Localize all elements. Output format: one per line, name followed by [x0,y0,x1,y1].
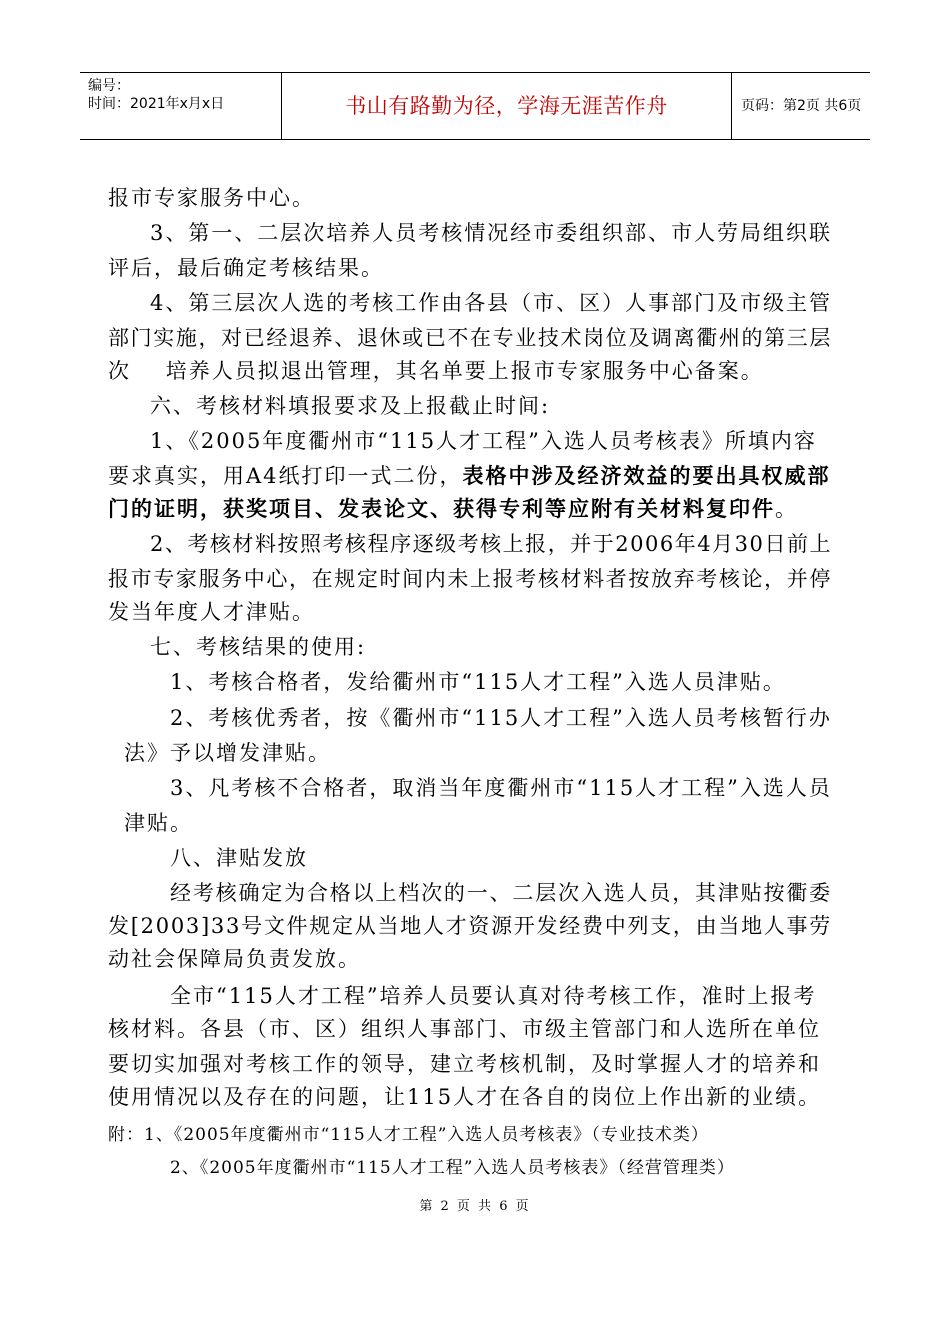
text-segment: 要求真实，用A4纸打印一式二份， [108,464,463,488]
text-line: 发[2003]33号文件规定从当地人才资源开发经费中列支，由当地人事劳 [108,914,832,938]
text-line: 3、第一、二层次培养人员考核情况经市委组织部、市人劳局组织联 [150,221,832,245]
text-line: 部门实施，对已经退养、退休或已不在专业技术岗位及调离衢州的第三层 [108,326,832,350]
bold-text-segment: 表格中涉及经济效益的要出具权威部 [462,463,831,488]
text-line [108,494,798,524]
text-line: 1、《2005年度衢州市“115人才工程”入选人员考核表》所填内容 [150,429,817,453]
section-heading: 八、津贴发放 [170,846,308,870]
text-line: 2、考核材料按照考核程序逐级考核上报，并于2006年4月30日前上 [150,532,832,556]
text-line: 动社会保障局负责发放。 [108,947,361,971]
text-line: 2、考核优秀者，按《衢州市“115人才工程”入选人员考核暂行办 [170,706,832,730]
doc-time-label: 时间：2021年x月x日 [88,96,225,112]
text-line: 报市专家服务中心。 [108,186,315,210]
header-page-number: 页码：第2页 共6页 [741,98,862,114]
text-line: 经考核确定为合格以上档次的一、二层次入选人员，其津贴按衢委 [170,881,832,905]
text-segment: 。 [775,497,798,521]
text-line: 3、凡考核不合格者，取消当年度衢州市“115人才工程”入选人员 [170,776,832,800]
text-line: 1、考核合格者，发给衢州市“115人才工程”入选人员津贴。 [170,670,786,694]
text-line: 全市“115人才工程”培养人员要认真对待考核工作，准时上报考 [170,984,817,1008]
doc-number-label: 编号： [88,78,130,94]
text-line: 次 培养人员拟退出管理，其名单要上报市专家服务中心备案。 [108,359,764,383]
section-heading: 六、考核材料填报要求及上报截止时间: [150,394,551,418]
text-line: 报市专家服务中心，在规定时间内未上报考核材料者按放弃考核论，并停 [108,567,832,591]
text-line: 核材料。各县（市、区）组织人事部门、市级主管部门和人选所在单位 [108,1017,821,1041]
text-line: 使用情况以及存在的问题，让115人才在各自的岗位上作出新的业绩。 [108,1085,822,1109]
text-line: 津贴。 [124,811,193,835]
text-line: 评后，最后确定考核结果。 [108,256,384,280]
text-line: 要切实加强对考核工作的领导，建立考核机制，及时掌握人才的培养和 [108,1052,821,1076]
page-footer: 第 2 页 共 6 页 [419,1199,531,1214]
attachment-line: 2、《2005年度衢州市“115人才工程”入选人员考核表》（经营管理类） [170,1158,735,1178]
text-line [108,461,831,491]
bold-text-segment: 门的证明，获奖项目、发表论文、获得专利等应附有关材料复印件 [108,496,775,521]
header-motto: 书山有路勤为径，学海无涯苦作舟 [281,73,732,139]
attachment-line: 附：1、《2005年度衢州市“115人才工程”入选人员考核表》（专业技术类） [108,1125,709,1145]
text-line: 4、第三层次人选的考核工作由各县（市、区）人事部门及市级主管 [150,291,832,315]
text-line: 法》予以增发津贴。 [124,741,331,765]
text-line: 发当年度人才津贴。 [108,600,315,624]
section-heading: 七、考核结果的使用: [150,635,367,659]
